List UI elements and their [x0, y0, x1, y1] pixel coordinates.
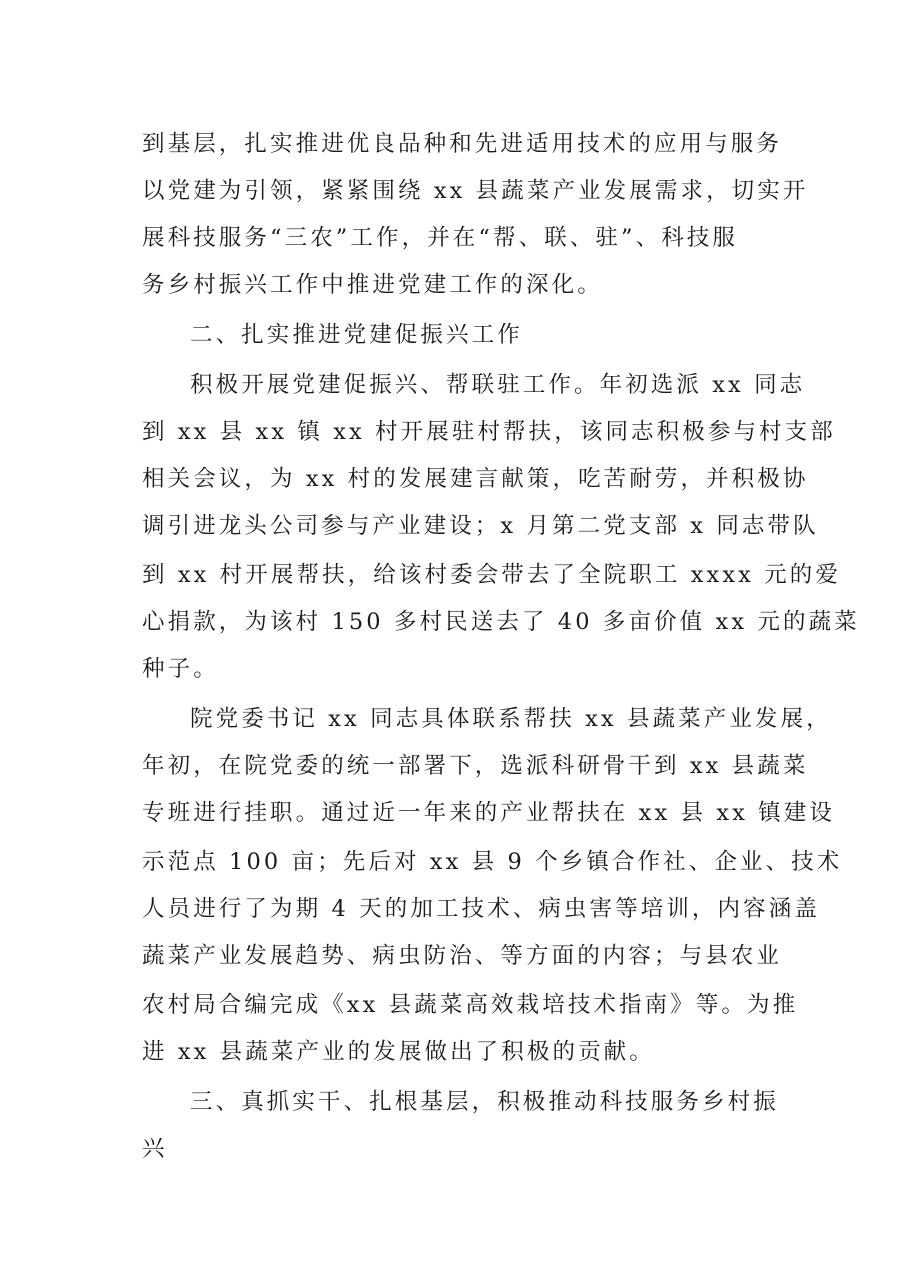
paragraph-line: 展科技服务“三农”工作，并在“帮、联、驻”、科技服 [142, 225, 739, 251]
paragraph-line: 到 xx 县 xx 镇 xx 村开展驻村帮扶，该同志积极参与村支部 [142, 419, 836, 445]
paragraph-line: 到基层，扎实推进优良品种和先进适用技术的应用与服务 [142, 131, 783, 157]
paragraph-line: 种子。 [142, 656, 219, 682]
paragraph-line: 农村局合编完成《xx 县蔬菜高效栽培技术指南》等。为推 [142, 992, 799, 1018]
paragraph-line: 年初，在院党委的统一部署下，选派科研骨干到 xx 县蔬菜 [142, 753, 809, 779]
paragraph-line: 示范点 100 亩；先后对 xx 县 9 个乡镇合作社、企业、技术 [142, 849, 843, 875]
paragraph-line: 务乡村振兴工作中推进党建工作的深化。 [142, 272, 603, 298]
paragraph-line: 相关会议，为 xx 村的发展建言献策，吃苦耐劳，并积极协 [142, 466, 809, 492]
section-heading-continuation: 兴 [142, 1136, 168, 1162]
paragraph-line: 院党委书记 xx 同志具体联系帮扶 xx 县蔬菜产业发展， [190, 706, 832, 732]
section-heading: 二、扎实推进党建促振兴工作 [190, 322, 523, 348]
paragraph-line: 进 xx 县蔬菜产业的发展做出了积极的贡献。 [142, 1039, 655, 1065]
paragraph-line: 蔬菜产业发展趋势、病虫防治、等方面的内容；与县农业 [142, 943, 783, 969]
paragraph-line: 人员进行了为期 4 天的加工技术、病虫害等培训，内容涵盖 [142, 896, 820, 922]
paragraph-line: 以党建为引领，紧紧围绕 xx 县蔬菜产业发展需求，切实开 [142, 178, 809, 204]
section-heading: 三、真抓实干、扎根基层，积极推动科技服务乡村振 [190, 1089, 779, 1115]
paragraph-line: 到 xx 村开展帮扶，给该村委会带去了全院职工 xxxx 元的爱 [142, 562, 841, 588]
paragraph-line: 调引进龙头公司参与产业建设；x 月第二党支部 x 同志带队 [142, 513, 819, 539]
paragraph-line: 专班进行挂职。通过近一年来的产业帮扶在 xx 县 xx 镇建设 [142, 800, 835, 826]
paragraph-line: 积极开展党建促振兴、帮联驻工作。年初选派 xx 同志 [190, 372, 806, 398]
paragraph-line: 心捐款，为该村 150 多村民送去了 40 多亩价值 xx 元的蔬菜 [142, 609, 860, 635]
